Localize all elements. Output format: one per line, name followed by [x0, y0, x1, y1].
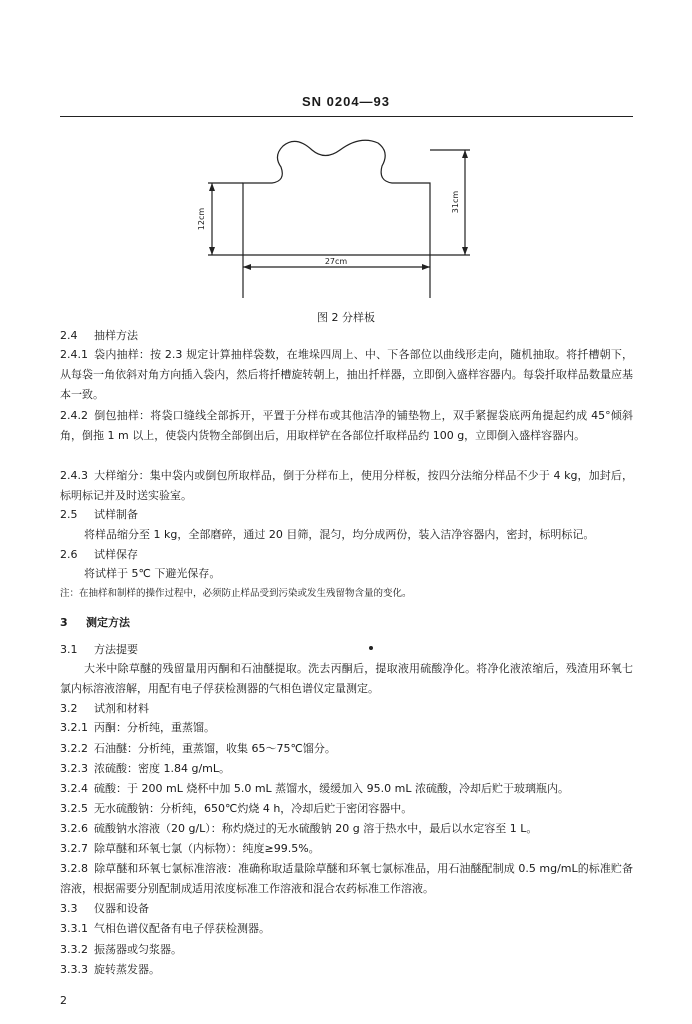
list-item: 3.2.6 硫酸钠水溶液（20 g/L）：称灼烧过的无水硫酸钠 20 g 溶于热水中，最后以水定容至 1 L。 [60, 822, 538, 835]
board-outline [243, 140, 430, 255]
sampling-board-figure [0, 0, 692, 330]
section-3: 3 测定方法 [60, 616, 130, 629]
dim-label-bottom: 27cm [324, 257, 348, 266]
list-item: 3.2.7 除草醚和环氧七氯（内标物）：纯度≥99.5%。 [60, 842, 320, 855]
list-item: 3.2.1 丙酮：分析纯，重蒸馏。 [60, 721, 215, 734]
section-2-4: 2.4 抽样方法 [60, 329, 138, 342]
section-3-3: 3.3 仪器和设备 [60, 902, 149, 915]
note: 注：在抽样和制样的操作过程中，必须防止样品受到污染或发生残留物含量的变化。 [60, 588, 412, 599]
section-2-4-1: 2.4.1 袋内抽样：按 2.3 规定计算抽样袋数，在堆垛四周上、中、下各部位以曲线形走向，随机抽取。将扦槽朝下，从每袋一角依斜对角方向插入袋内，然后将扦槽旋转朝上，抽出扦样器，立即倒入盛样容器内。每袋扦取样品数量应基本一致。 [60, 348, 633, 401]
section-3-1: 3.1 方法提要 [60, 643, 138, 656]
dim-label-right: 31cm [451, 190, 460, 214]
section-2-4-3: 2.4.3 大样缩分：集中袋内或倒包所取样品，倒于分样布上，使用分样板，按四分法缩分样品不少于 4 kg，加封后，标明标记并及时送实验室。 [60, 469, 633, 502]
section-3-2-8: 3.2.8 除草醚和环氧七氯标准溶液：准确称取适量除草醚和环氧七氯标准品，用石油醚配制成 0.5 mg/mL的标准贮备溶液，根据需要分别配制成适用浓度标准工作溶液和混合农药标准工作溶液。 [60, 862, 633, 895]
list-item: 3.3.3 旋转蒸发器。 [60, 963, 160, 976]
list-item: 3.3.2 振荡器或匀浆器。 [60, 943, 182, 956]
section-2-4-2: 2.4.2 倒包抽样：将袋口缝线全部拆开，平置于分样布或其他洁净的铺垫物上，双手紧握袋底两角提起约成 45°倾斜角，倒拖 1 m 以上，使袋内货物全部倒出后，用取样铲在各部位扦取样品约 100 g，立即倒入盛样容器内。 [60, 409, 633, 442]
figure-caption: 图 2 分样板 [317, 311, 375, 324]
section-2-5: 2.5 试样制备 [60, 508, 138, 521]
list-item: 3.3.1 气相色谱仪配备有电子俘获检测器。 [60, 922, 270, 935]
list-item: 3.2.2 石油醚：分析纯，重蒸馏，收集 65～75℃馏分。 [60, 742, 336, 755]
section-2-5-text: 将样品缩分至 1 kg，全部磨碎，通过 20 目筛，混匀，均分成两份，装入洁净容器内，密封，标明标记。 [84, 528, 595, 541]
page-header: SN 0204—93 [301, 94, 391, 109]
list-item: 3.2.5 无水硫酸钠：分析纯，650℃灼烧 4 h，冷却后贮于密闭容器中。 [60, 802, 413, 815]
section-3-2: 3.2 试剂和材料 [60, 702, 149, 715]
dim-label-left: 12cm [197, 207, 206, 231]
list-item: 3.2.3 浓硫酸：密度 1.84 g/mL。 [60, 762, 231, 775]
section-2-6: 2.6 试样保存 [60, 548, 138, 561]
page-number: 2 [60, 994, 67, 1007]
section-3-1-text: 大米中除草醚的残留量用丙酮和石油醚提取。洗去丙酮后，提取液用硫酸净化。将净化液浓缩后，残渣用环氧七氯内标溶液溶解，用配有电子俘获检测器的气相色谱仪定量测定。 [60, 662, 633, 695]
section-2-6-text: 将试样于 5℃ 下避光保存。 [84, 567, 221, 580]
list-item: 3.2.4 硫酸：于 200 mL 烧杯中加 5.0 mL 蒸馏水，缓缓加入 95.0 mL 浓硫酸，冷却后贮于玻璃瓶内。 [60, 782, 569, 795]
